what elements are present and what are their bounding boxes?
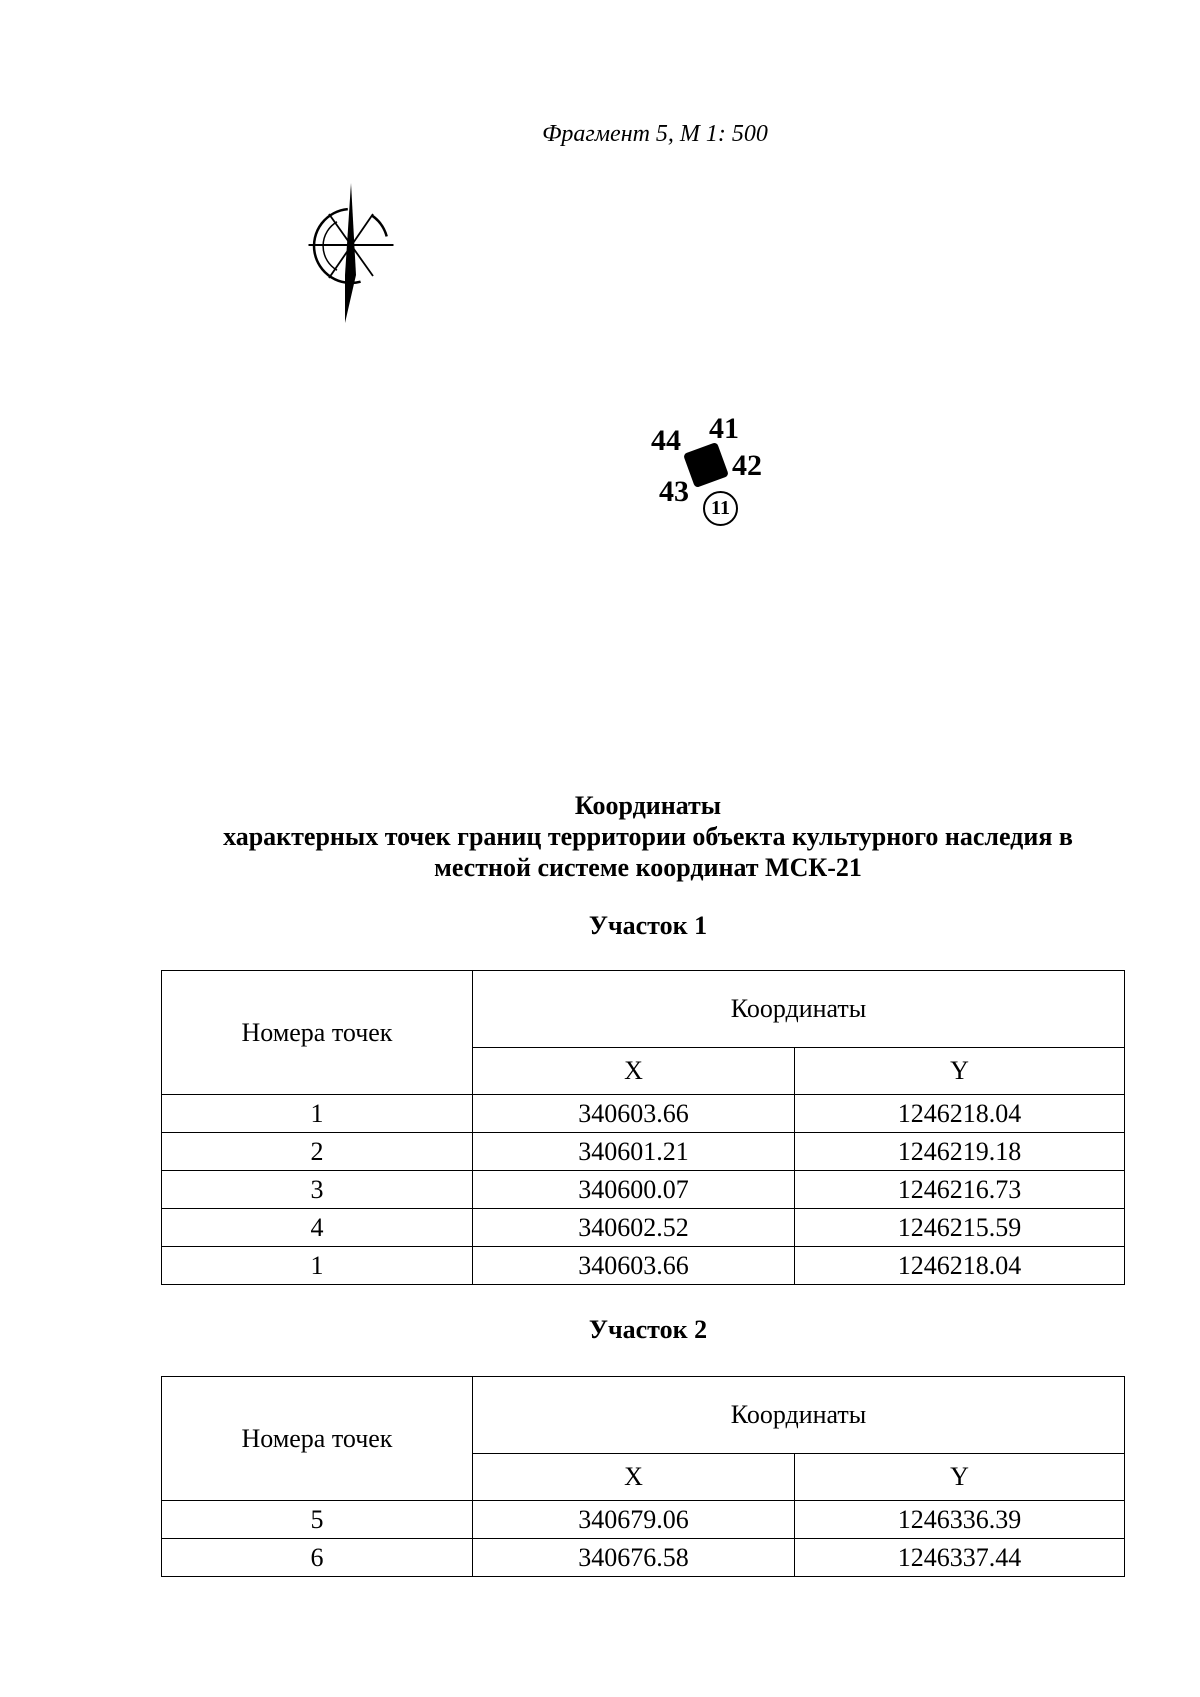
section-title: Участок 2	[588, 1315, 708, 1344]
table-row	[162, 1171, 1125, 1209]
x-coordinate-cell: 340600.07	[473, 1171, 795, 1209]
y-coordinate-cell: 1246218.04	[795, 1095, 1125, 1133]
point-number-cell: 6	[162, 1539, 473, 1577]
y-coordinate-cell: 1246218.04	[795, 1247, 1125, 1285]
point-label: 43	[659, 475, 689, 508]
section-title: Участок 1	[588, 911, 708, 940]
parcel-boundary-shape	[683, 442, 729, 488]
x-coordinate-cell: 340679.06	[473, 1501, 795, 1539]
x-header: X	[473, 1048, 795, 1095]
north-arrow-icon	[305, 180, 397, 328]
table-row	[162, 1209, 1125, 1247]
table-header-row	[162, 1377, 1125, 1454]
point-number-cell: 4	[162, 1209, 473, 1247]
x-coordinate-cell: 340676.58	[473, 1539, 795, 1577]
coordinates-header: Координаты	[473, 1377, 1125, 1454]
y-coordinate-cell: 1246336.39	[795, 1501, 1125, 1539]
coordinates-heading	[148, 790, 1148, 883]
y-coordinate-cell: 1246219.18	[795, 1133, 1125, 1171]
point-label: 41	[709, 412, 739, 445]
point-label: 42	[732, 449, 762, 482]
fragment-title: Фрагмент 5, М 1: 500	[542, 121, 768, 147]
north-arrow-right-arc	[372, 216, 387, 237]
y-header: Y	[795, 1048, 1125, 1095]
point-number-cell: 5	[162, 1501, 473, 1539]
point-number-cell: 3	[162, 1171, 473, 1209]
point-number-cell: 1	[162, 1095, 473, 1133]
coordinates-table	[161, 970, 1125, 1285]
point-number-cell: 2	[162, 1133, 473, 1171]
x-header: X	[473, 1454, 795, 1501]
heading-line: Координаты	[574, 791, 722, 820]
point-number-header: Номера точек	[162, 1377, 473, 1501]
table-row	[162, 1247, 1125, 1285]
point-label: 44	[651, 424, 681, 457]
point-number-cell: 1	[162, 1247, 473, 1285]
table-row	[162, 1501, 1125, 1539]
y-header: Y	[795, 1454, 1125, 1501]
heading-line: характерных точек границ территории объекта культурного наследия в	[223, 822, 1073, 851]
x-coordinate-cell: 340603.66	[473, 1095, 795, 1133]
table-row	[162, 1095, 1125, 1133]
table-header-row	[162, 971, 1125, 1048]
table-row	[162, 1133, 1125, 1171]
x-coordinate-cell: 340602.52	[473, 1209, 795, 1247]
x-coordinate-cell: 340601.21	[473, 1133, 795, 1171]
y-coordinate-cell: 1246216.73	[795, 1171, 1125, 1209]
point-number-header: Номера точек	[162, 971, 473, 1095]
north-arrow-needle	[345, 183, 356, 323]
heading-line: местной системе координат МСК-21	[434, 853, 862, 882]
table-row	[162, 1539, 1125, 1577]
coordinates-table	[161, 1376, 1125, 1577]
parcel-number-badge: 11	[703, 491, 738, 526]
y-coordinate-cell: 1246337.44	[795, 1539, 1125, 1577]
y-coordinate-cell: 1246215.59	[795, 1209, 1125, 1247]
coordinates-header: Координаты	[473, 971, 1125, 1048]
x-coordinate-cell: 340603.66	[473, 1247, 795, 1285]
